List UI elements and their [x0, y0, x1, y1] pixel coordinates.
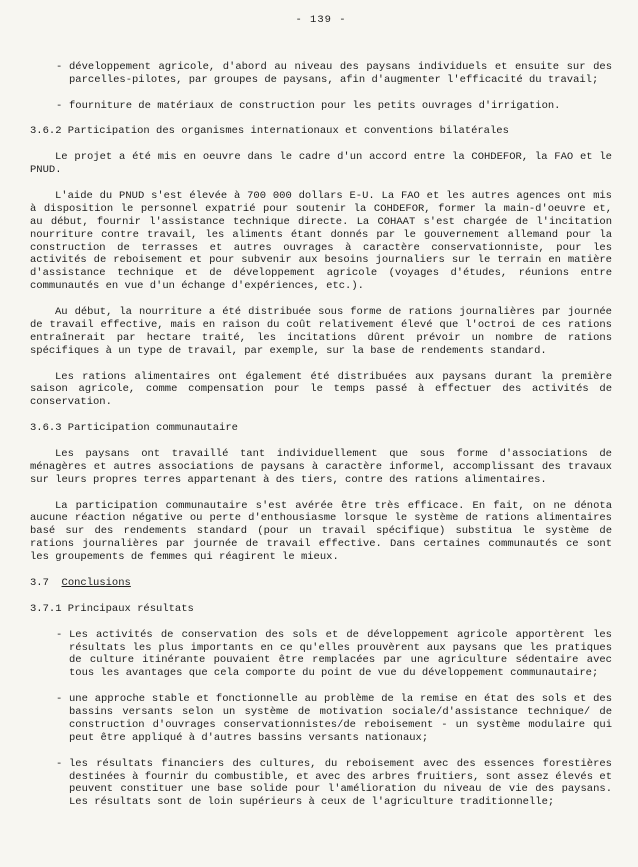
section-title: Conclusions — [61, 577, 131, 589]
paragraph: L'aide du PNUD s'est élevée à 700 000 dollars E-U. La FAO et les autres agences ont mis à disposition le personnel expatrié pour soutenir la COHDEFOR, former la main-d'oeuvre et, au début, fournir l'assistance technique directe. La COHAAT s'est chargée de l'incitation nourriture contre travail, les aliments étant donnés par le gouvernement allemand pour la construction de terrasses et autres ouvrages à caractère conservationniste, pour les activités de reboisement et pour subvenir aux besoins journaliers sur le terrain en matière d'assistance technique et de développement agricole (voyages d'études, réunions entre communautés en vue d'un échange d'expériences, etc.). — [30, 189, 612, 293]
section-heading-363: 3.6.3 Participation communautaire — [30, 422, 238, 435]
paragraph: La participation communautaire s'est avérée être très efficace. En fait, on ne dénota aucune réaction négative ou perte d'enthousiasme lorsque le système de rations alimentaires basé sur des rendements standard (pour un travail spécifique) substitua le système de rations journalières par journée de travail effective. Dans certaines communautés ce sont les groupements de femmes qui réagirent le mieux. — [30, 499, 612, 564]
list-item-text: une approche stable et fonctionnelle au problème de la remise en état des sols et des bassins versants selon un système de motivation sociale/d'assistance technique/ de construction d'ouvrages conservationnistes/de reboisement - un système modulaire qui peut être appliqué à d'autres bassins versants nationaux; — [69, 693, 612, 744]
section-heading-362: 3.6.2 Participation des organismes internationaux et conventions bilatérales — [30, 125, 509, 138]
list-item-text: Les activités de conservation des sols et de développement agricole apportèrent les résultats les plus importants en ce qu'elles prouvèrent aux paysans que les pratiques de culture itinérante pouvaient être remplacées par une agriculture sédentaire avec tous les avantages que cela comporte du point de vue du développement communautaire; — [69, 628, 612, 680]
bullet-dash-icon: - — [56, 99, 63, 112]
section-heading-371: 3.7.1 Principaux résultats — [30, 602, 194, 615]
list-item-text: fourniture de matériaux de construction pour les petits ouvrages d'irrigation. — [69, 99, 561, 112]
list-item — [30, 100, 612, 113]
section-number: 3.7 — [30, 577, 49, 589]
section-heading-37 — [30, 577, 612, 590]
paragraph: Au début, la nourriture a été distribuée sous forme de rations journalières par journée de travail effective, mais en raison du coût relativement élevé que l'octroi de ces rations entraînerait par hectare traité, les incitations dûrent prévoir un nombre de rations spécifiques à un type de travail, par exemple, sur la base de rendements standard. — [30, 306, 612, 357]
bullet-dash-icon: - — [56, 60, 63, 73]
intro-bullet-list — [30, 61, 612, 113]
list-item — [30, 61, 612, 87]
list-item — [30, 629, 612, 681]
results-bullet-list — [30, 629, 612, 810]
list-item-text: développement agricole, d'abord au niveau des paysans individuels et ensuite sur des parcelles-pilotes, par groupes de paysans, afin d'augmenter l'efficacité du travail; — [69, 60, 612, 86]
bullet-dash-icon: - — [56, 628, 63, 641]
paragraph: Les rations alimentaires ont également été distribuées aux paysans durant la première saison agricole, comme compensation pour le temps passé à effectuer des activités de conservation. — [30, 370, 612, 409]
bullet-dash-icon: - — [56, 693, 63, 706]
list-item-text: les résultats financiers des cultures, du reboisement avec des essences forestières destinées à fournir du combustible, et avec des arbres fruitiers, sont assez élevés et peuvent constituer une base solide pour l'amélioration du niveau de vie des paysans. Les résultats sont de loin supérieurs à ceux de l'agriculture traditionnelle; — [69, 757, 612, 809]
paragraph: Les paysans ont travaillé tant individuellement que sous forme d'associations de ménagères et autres associations de paysans à caractère informel, accomplissant des travaux sur leurs propres terres appartenant à des tiers, contre des rations alimentaires. — [30, 447, 612, 486]
list-item — [30, 693, 612, 745]
list-item — [30, 758, 612, 810]
paragraph: Le projet a été mis en oeuvre dans le cadre d'un accord entre la COHDEFOR, la FAO et le PNUD. — [30, 151, 612, 177]
page-number: - 139 - — [295, 14, 347, 26]
bullet-dash-icon: - — [56, 757, 63, 770]
